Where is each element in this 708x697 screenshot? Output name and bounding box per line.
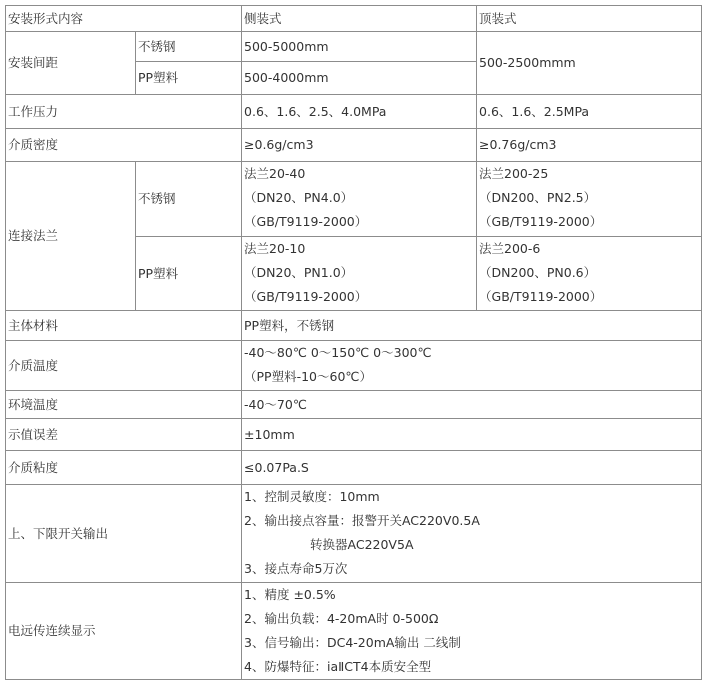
table-row — [6, 32, 702, 62]
sub-label: PP塑料 — [136, 237, 242, 311]
row-label: 工作压力 — [6, 95, 242, 129]
table-cell — [477, 162, 702, 237]
table-row — [6, 162, 702, 237]
spec-table — [5, 5, 702, 680]
table-row — [6, 451, 702, 485]
cell-line: （GB/T9119-2000） — [244, 289, 368, 304]
sub-label: 不锈钢 — [136, 162, 242, 237]
cell-line: （PP塑料-10～60℃） — [244, 369, 372, 384]
cell-line: 转换器AC220V5A — [310, 537, 414, 552]
cell-line: 法兰20-10 — [244, 241, 306, 256]
table-cell: 0.6、1.6、2.5MPa — [477, 95, 702, 129]
cell-line: （DN20、PN4.0） — [244, 190, 354, 205]
table-row — [6, 583, 702, 680]
table-row — [6, 95, 702, 129]
header-cell: 安装形式内容 — [6, 6, 242, 32]
cell-line: （GB/T9119-2000） — [479, 289, 603, 304]
row-label: 示值误差 — [6, 419, 242, 451]
table-cell: ±10mm — [242, 419, 702, 451]
table-cell — [477, 237, 702, 311]
header-cell: 顶装式 — [477, 6, 702, 32]
cell-line: 3、接点寿命5万次 — [244, 561, 348, 576]
table-cell: ≥0.76g/cm3 — [477, 129, 702, 162]
sub-label: PP塑料 — [136, 62, 242, 95]
cell-line: 法兰200-25 — [479, 166, 549, 181]
cell-line: 1、精度 ±0.5% — [244, 587, 336, 602]
table-cell: ≥0.6g/cm3 — [242, 129, 477, 162]
table-cell: -40～70℃ — [242, 391, 702, 419]
table-row — [6, 311, 702, 341]
row-label: 上、下限开关输出 — [6, 485, 242, 583]
table-row — [6, 6, 702, 32]
cell-line: 1、控制灵敏度：10mm — [244, 489, 380, 504]
table-cell — [242, 162, 477, 237]
table-cell — [242, 237, 477, 311]
cell-line: （GB/T9119-2000） — [479, 214, 603, 229]
cell-line: 3、信号输出：DC4-20mA输出 二线制 — [244, 635, 461, 650]
cell-line: 2、输出负载：4-20mA时 0-500Ω — [244, 611, 439, 626]
table-cell — [242, 485, 702, 583]
table-cell: PP塑料，不锈钢 — [242, 311, 702, 341]
table-cell: ≤0.07Pa.S — [242, 451, 702, 485]
cell-line: （DN200、PN0.6） — [479, 265, 597, 280]
cell-line: （GB/T9119-2000） — [244, 214, 368, 229]
table-row — [6, 419, 702, 451]
row-label: 主体材料 — [6, 311, 242, 341]
row-label: 环境温度 — [6, 391, 242, 419]
table-cell — [242, 341, 702, 391]
cell-line: （DN20、PN1.0） — [244, 265, 354, 280]
row-label: 介质温度 — [6, 341, 242, 391]
row-label: 介质密度 — [6, 129, 242, 162]
row-label: 介质粘度 — [6, 451, 242, 485]
cell-line: 2、输出接点容量：报警开关AC220V0.5A — [244, 513, 480, 528]
sub-label: 不锈钢 — [136, 32, 242, 62]
cell-line: （DN200、PN2.5） — [479, 190, 597, 205]
table-row — [6, 391, 702, 419]
cell-line: 法兰200-6 — [479, 241, 541, 256]
header-cell: 侧装式 — [242, 6, 477, 32]
table-cell: 500-4000mm — [242, 62, 477, 95]
row-label: 电远传连续显示 — [6, 583, 242, 680]
row-label: 安装间距 — [6, 32, 136, 95]
table-cell: 500-2500mmm — [477, 32, 702, 95]
row-label: 连接法兰 — [6, 162, 136, 311]
cell-line: -40～80℃ 0～150℃ 0～300℃ — [244, 345, 432, 360]
table-row — [6, 341, 702, 391]
table-cell — [242, 583, 702, 680]
table-cell: 500-5000mm — [242, 32, 477, 62]
table-row — [6, 485, 702, 583]
cell-line: 法兰20-40 — [244, 166, 306, 181]
table-cell: 0.6、1.6、2.5、4.0MPa — [242, 95, 477, 129]
table-row — [6, 129, 702, 162]
cell-line: 4、防爆特征：iaⅡCT4本质安全型 — [244, 659, 432, 674]
